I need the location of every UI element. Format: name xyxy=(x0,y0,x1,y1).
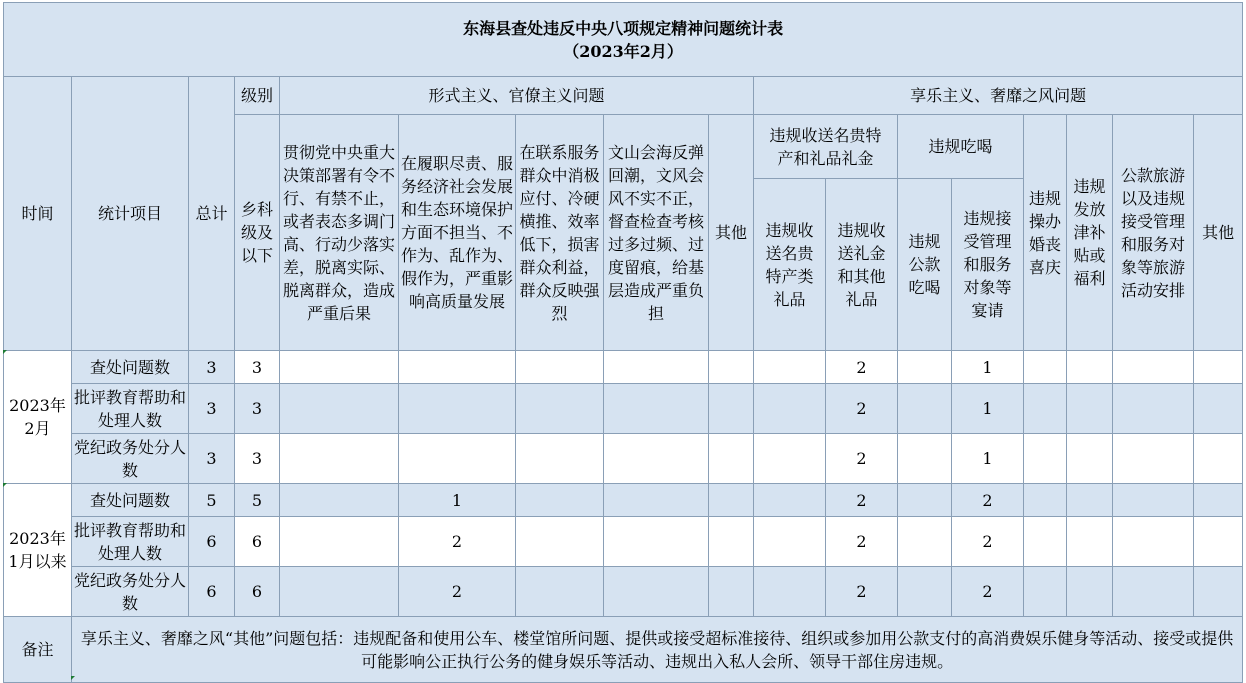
table-cell[interactable] xyxy=(898,567,952,617)
table-cell[interactable]: 2 xyxy=(952,517,1024,567)
table-cell[interactable]: 2 xyxy=(826,384,898,434)
table-cell[interactable] xyxy=(754,567,826,617)
table-cell[interactable]: 2 xyxy=(952,484,1024,517)
table-cell[interactable] xyxy=(1194,567,1243,617)
table-cell[interactable] xyxy=(1194,484,1243,517)
table-cell[interactable]: 2 xyxy=(399,567,516,617)
table-cell[interactable] xyxy=(516,517,604,567)
cell-marker-icon xyxy=(3,483,7,487)
table-cell[interactable]: 2 xyxy=(826,484,898,517)
table-cell[interactable] xyxy=(280,517,399,567)
table-cell[interactable] xyxy=(1113,384,1194,434)
table-cell[interactable] xyxy=(1113,434,1194,484)
row-item-label: 批评教育帮助和处理人数 xyxy=(72,384,189,434)
header-gift-group: 违规收送名贵特产和礼品礼金 xyxy=(754,115,898,179)
table-cell[interactable] xyxy=(754,351,826,384)
table-cell[interactable] xyxy=(1194,517,1243,567)
table-cell[interactable] xyxy=(280,434,399,484)
table-cell[interactable] xyxy=(604,434,709,484)
table-cell[interactable]: 1 xyxy=(952,351,1024,384)
table-cell[interactable] xyxy=(709,351,754,384)
table-cell[interactable] xyxy=(898,517,952,567)
note-text: 享乐主义、奢靡之风“其他”问题包括：违规配备和使用公车、楼堂馆所问题、提供或接受超标准接待、组织或参加用公款支付的高消费娱乐健身等活动、接受或提供可能影响公正执行公务的健身娱乐等活动、违规出入私人会所、领导干部住房违规。 xyxy=(72,617,1243,683)
table-cell[interactable] xyxy=(399,384,516,434)
table-cell[interactable] xyxy=(516,351,604,384)
table-cell[interactable] xyxy=(1194,434,1243,484)
table-cell[interactable] xyxy=(1067,434,1113,484)
table-cell[interactable]: 2 xyxy=(826,434,898,484)
cell-marker-icon xyxy=(3,350,7,354)
table-cell[interactable] xyxy=(709,517,754,567)
table-cell[interactable] xyxy=(898,484,952,517)
header-formalism-group: 形式主义、官僚主义问题 xyxy=(280,77,754,115)
header-hedonism-group: 享乐主义、奢靡之风问题 xyxy=(754,77,1243,115)
header-formalism-col-3: 在联系服务群众中消极应付、冷硬横推、效率低下，损害群众利益，群众反映强烈 xyxy=(516,115,604,351)
table-cell[interactable] xyxy=(1113,567,1194,617)
header-hedonism-other: 其他 xyxy=(1194,115,1243,351)
table-cell[interactable] xyxy=(399,434,516,484)
header-level: 级别 xyxy=(235,77,280,115)
table-cell[interactable]: 6 xyxy=(235,567,280,617)
note-label: 备注 xyxy=(4,617,72,683)
table-cell[interactable]: 3 xyxy=(189,351,235,384)
table-cell[interactable]: 3 xyxy=(235,384,280,434)
table-cell[interactable]: 5 xyxy=(189,484,235,517)
table-cell[interactable] xyxy=(754,434,826,484)
table-cell[interactable]: 2 xyxy=(826,517,898,567)
header-dining-col-2: 违规接受管理和服务对象等宴请 xyxy=(952,179,1024,351)
statistics-table xyxy=(3,2,1243,683)
table-cell[interactable] xyxy=(1067,484,1113,517)
table-cell[interactable] xyxy=(898,434,952,484)
table-cell[interactable] xyxy=(1024,567,1067,617)
table-cell[interactable] xyxy=(1024,484,1067,517)
table-cell[interactable] xyxy=(516,434,604,484)
table-cell[interactable] xyxy=(604,384,709,434)
header-formalism-col-2: 在履职尽责、服务经济社会发展和生态环境保护方面不担当、不作为、乱作为、假作为，严重影响高质量发展 xyxy=(399,115,516,351)
table-cell[interactable] xyxy=(516,567,604,617)
table-cell[interactable] xyxy=(1113,351,1194,384)
row-item-label: 查处问题数 xyxy=(72,484,189,517)
header-public-tourism: 公款旅游以及违规接受管理和服务对象等旅游活动安排 xyxy=(1113,115,1194,351)
table-cell[interactable] xyxy=(516,384,604,434)
header-total: 总计 xyxy=(189,77,235,351)
table-cell[interactable]: 5 xyxy=(235,484,280,517)
table-cell[interactable] xyxy=(604,484,709,517)
row-item-label: 党纪政务处分人数 xyxy=(72,434,189,484)
header-formalism-col-4: 文山会海反弹回潮，文风会风不实不正，督查检查考核过多过频、过度留痕，给基层造成严重负担 xyxy=(604,115,709,351)
table-cell[interactable] xyxy=(280,351,399,384)
table-cell[interactable]: 2 xyxy=(826,567,898,617)
table-cell[interactable]: 1 xyxy=(952,384,1024,434)
table-cell[interactable]: 6 xyxy=(189,567,235,617)
table-cell[interactable]: 3 xyxy=(189,434,235,484)
table-cell[interactable] xyxy=(280,484,399,517)
table-cell[interactable] xyxy=(898,384,952,434)
table-cell[interactable] xyxy=(280,384,399,434)
table-cell[interactable] xyxy=(1067,351,1113,384)
header-gift-col-2: 违规收送礼金和其他礼品 xyxy=(826,179,898,351)
table-cell[interactable]: 3 xyxy=(235,351,280,384)
table-cell[interactable] xyxy=(1113,484,1194,517)
table-cell[interactable]: 6 xyxy=(189,517,235,567)
table-cell[interactable] xyxy=(1024,384,1067,434)
table-cell[interactable] xyxy=(1024,434,1067,484)
table-cell[interactable] xyxy=(709,434,754,484)
statistics-sheet xyxy=(3,2,1242,682)
table-cell[interactable]: 3 xyxy=(235,434,280,484)
table-cell[interactable] xyxy=(604,517,709,567)
header-gift-col-1: 违规收送名贵特产类礼品 xyxy=(754,179,826,351)
table-cell[interactable] xyxy=(516,484,604,517)
period-label: 2023年1月以来 xyxy=(4,484,72,617)
table-cell[interactable] xyxy=(1194,384,1243,434)
row-item-label: 党纪政务处分人数 xyxy=(72,567,189,617)
table-cell[interactable]: 2 xyxy=(399,517,516,567)
table-cell[interactable] xyxy=(1194,351,1243,384)
header-time: 时间 xyxy=(4,77,72,351)
table-cell[interactable] xyxy=(754,517,826,567)
title-line-1: 东海县查处违反中央八项规定精神问题统计表 xyxy=(463,18,784,38)
header-statistics-item: 统计项目 xyxy=(72,77,189,351)
table-cell[interactable] xyxy=(709,384,754,434)
table-cell[interactable] xyxy=(1024,517,1067,567)
cell-marker-icon xyxy=(71,676,75,680)
table-cell[interactable] xyxy=(709,567,754,617)
header-weddings-funerals: 违规操办婚丧喜庆 xyxy=(1024,115,1067,351)
table-cell[interactable]: 2 xyxy=(952,567,1024,617)
table-cell[interactable]: 1 xyxy=(399,484,516,517)
table-cell[interactable]: 2 xyxy=(826,351,898,384)
row-item-label: 查处问题数 xyxy=(72,351,189,384)
table-cell[interactable] xyxy=(604,567,709,617)
header-formalism-other: 其他 xyxy=(709,115,754,351)
table-cell[interactable] xyxy=(709,484,754,517)
table-cell[interactable]: 6 xyxy=(235,517,280,567)
table-cell[interactable] xyxy=(1067,517,1113,567)
table-cell[interactable] xyxy=(604,351,709,384)
table-cell[interactable] xyxy=(1113,517,1194,567)
table-title xyxy=(4,3,1243,77)
header-township-level: 乡科级及以下 xyxy=(235,115,280,351)
table-cell[interactable]: 1 xyxy=(952,434,1024,484)
table-cell[interactable] xyxy=(754,484,826,517)
table-cell[interactable] xyxy=(1067,567,1113,617)
period-label: 2023年2月 xyxy=(4,351,72,484)
table-cell[interactable]: 3 xyxy=(189,384,235,434)
header-formalism-col-1: 贯彻党中央重大决策部署有令不行、有禁不止，或者表态多调门高、行动少落实差，脱离实际、脱离群众，造成严重后果 xyxy=(280,115,399,351)
header-dining-group: 违规吃喝 xyxy=(898,115,1024,179)
header-allowances: 违规发放津补贴或福利 xyxy=(1067,115,1113,351)
table-cell[interactable] xyxy=(1067,384,1113,434)
row-item-label: 批评教育帮助和处理人数 xyxy=(72,517,189,567)
header-dining-col-1: 违规公款吃喝 xyxy=(898,179,952,351)
table-cell[interactable] xyxy=(399,351,516,384)
table-cell[interactable] xyxy=(1024,351,1067,384)
table-cell[interactable] xyxy=(754,384,826,434)
table-cell[interactable] xyxy=(280,567,399,617)
title-line-2: （2023年2月） xyxy=(563,41,683,61)
table-cell[interactable] xyxy=(898,351,952,384)
